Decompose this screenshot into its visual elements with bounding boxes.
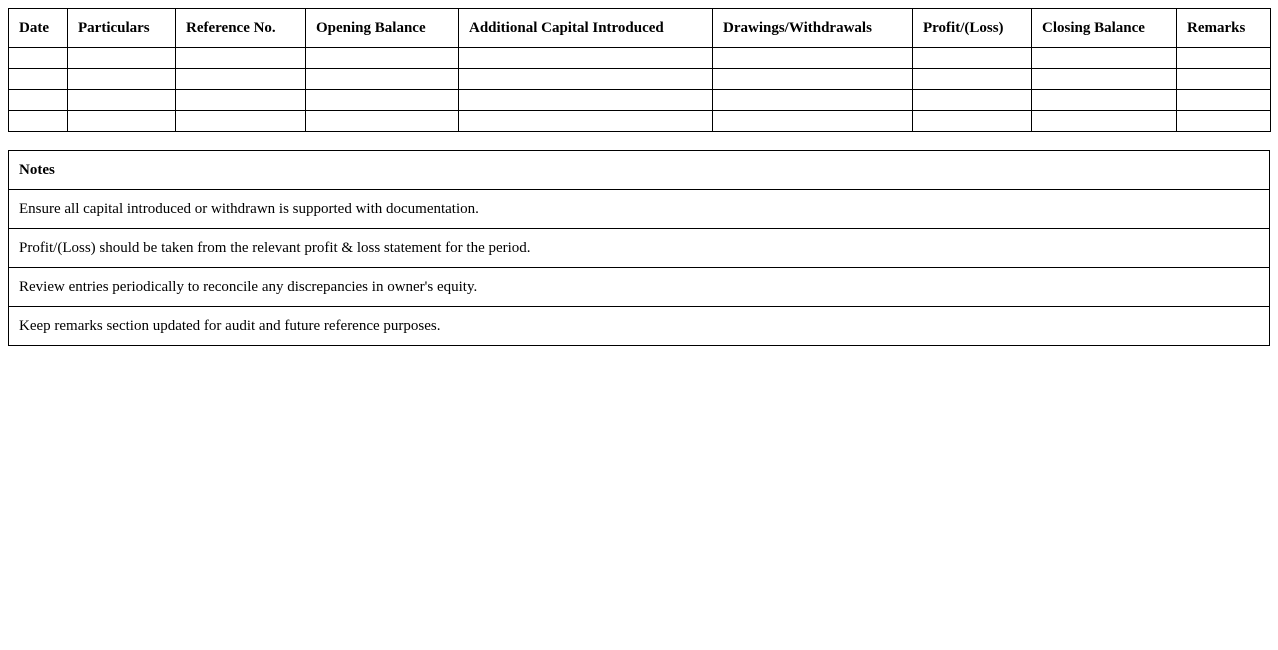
table-cell[interactable] bbox=[176, 48, 306, 69]
header-additional-capital: Additional Capital Introduced bbox=[459, 9, 713, 48]
header-remarks: Remarks bbox=[1177, 9, 1271, 48]
list-item bbox=[9, 307, 1270, 346]
notes-header-row bbox=[9, 151, 1270, 190]
table-row bbox=[9, 111, 1271, 132]
table-cell[interactable] bbox=[1032, 111, 1177, 132]
table-cell[interactable] bbox=[9, 111, 68, 132]
header-particulars: Particulars bbox=[68, 9, 176, 48]
table-cell[interactable] bbox=[913, 48, 1032, 69]
table-cell[interactable] bbox=[713, 111, 913, 132]
header-drawings: Drawings/Withdrawals bbox=[713, 9, 913, 48]
note-text: Ensure all capital introduced or withdrawn is supported with documentation. bbox=[9, 190, 1270, 229]
table-cell[interactable] bbox=[1032, 90, 1177, 111]
list-item bbox=[9, 229, 1270, 268]
table-cell[interactable] bbox=[68, 111, 176, 132]
table-cell[interactable] bbox=[459, 90, 713, 111]
table-cell[interactable] bbox=[1032, 48, 1177, 69]
list-item bbox=[9, 268, 1270, 307]
table-cell[interactable] bbox=[9, 69, 68, 90]
notes-table bbox=[8, 150, 1270, 346]
table-cell[interactable] bbox=[68, 90, 176, 111]
table-cell[interactable] bbox=[913, 69, 1032, 90]
table-cell[interactable] bbox=[9, 90, 68, 111]
table-cell[interactable] bbox=[68, 69, 176, 90]
table-cell[interactable] bbox=[913, 111, 1032, 132]
table-cell[interactable] bbox=[68, 48, 176, 69]
table-cell[interactable] bbox=[1177, 90, 1271, 111]
capital-account-table bbox=[8, 8, 1271, 132]
list-item bbox=[9, 190, 1270, 229]
table-cell[interactable] bbox=[459, 48, 713, 69]
table-cell[interactable] bbox=[1177, 111, 1271, 132]
table-cell[interactable] bbox=[459, 69, 713, 90]
note-text: Review entries periodically to reconcile any discrepancies in owner's equity. bbox=[9, 268, 1270, 307]
table-cell[interactable] bbox=[713, 69, 913, 90]
table-cell[interactable] bbox=[1177, 48, 1271, 69]
table-cell[interactable] bbox=[176, 90, 306, 111]
notes-title: Notes bbox=[9, 151, 1270, 190]
table-row bbox=[9, 69, 1271, 90]
table-cell[interactable] bbox=[9, 48, 68, 69]
table-header-row bbox=[9, 9, 1271, 48]
header-opening-balance: Opening Balance bbox=[306, 9, 459, 48]
table-cell[interactable] bbox=[306, 111, 459, 132]
table-cell[interactable] bbox=[713, 90, 913, 111]
table-cell[interactable] bbox=[713, 48, 913, 69]
table-cell[interactable] bbox=[1032, 69, 1177, 90]
table-row bbox=[9, 48, 1271, 69]
note-text: Profit/(Loss) should be taken from the relevant profit & loss statement for the period. bbox=[9, 229, 1270, 268]
note-text: Keep remarks section updated for audit and future reference purposes. bbox=[9, 307, 1270, 346]
table-cell[interactable] bbox=[1177, 69, 1271, 90]
header-profit-loss: Profit/(Loss) bbox=[913, 9, 1032, 48]
header-date: Date bbox=[9, 9, 68, 48]
table-row bbox=[9, 90, 1271, 111]
table-cell[interactable] bbox=[306, 48, 459, 69]
table-cell[interactable] bbox=[176, 111, 306, 132]
table-cell[interactable] bbox=[306, 69, 459, 90]
header-reference-no: Reference No. bbox=[176, 9, 306, 48]
table-cell[interactable] bbox=[176, 69, 306, 90]
table-cell[interactable] bbox=[459, 111, 713, 132]
table-cell[interactable] bbox=[306, 90, 459, 111]
header-closing-balance: Closing Balance bbox=[1032, 9, 1177, 48]
table-cell[interactable] bbox=[913, 90, 1032, 111]
